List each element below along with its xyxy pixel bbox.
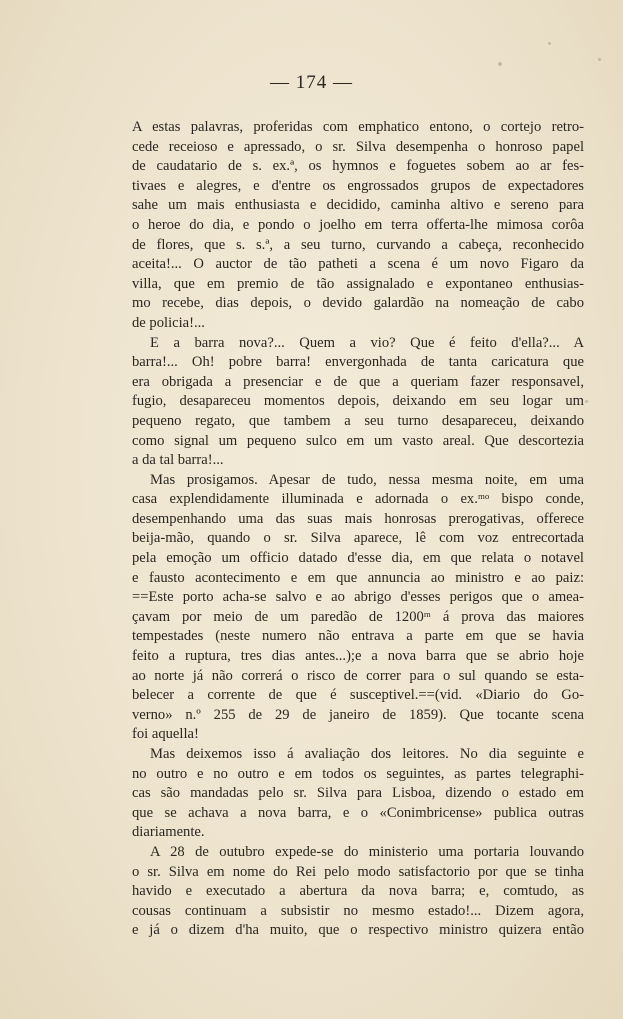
text-line: ao norte já não correrá o risco de correr para o sul quando se esta- xyxy=(132,667,584,684)
text-line: pela emoção um officio datado d'esse dia, em que relata o notavel xyxy=(132,550,584,567)
text-line: fugio, desapareceu momentos depois, deixando em seu logar um xyxy=(132,393,584,410)
text-line: belecer a corrente de que é susceptivel.==(vid. «Diario do Go- xyxy=(132,687,584,704)
text-line: tivaes e alegres, e d'entre os engrossados grupos de expectadores xyxy=(132,177,584,194)
text-line: cas são mandadas pelo sr. Silva para Lisboa, dizendo o estado em xyxy=(132,785,584,802)
text-line: desempenhando uma das suas mais honrosas prerogativas, offerece xyxy=(132,510,584,527)
text-line: aceita!... O auctor de tão patheti a scena é um novo Figaro da xyxy=(132,256,584,273)
text-line: Mas deixemos isso á avaliação dos leitores. No dia seguinte e xyxy=(150,746,584,762)
text-line: havido e executado a abertura da nova barra; e, comtudo, as xyxy=(132,883,584,900)
text-line: çavam por meio de um paredão de 1200ᵐ á prova das maiores xyxy=(132,608,584,625)
page-number: — 174 — xyxy=(270,72,353,93)
paper-spot xyxy=(585,400,588,403)
text-line: de flores, que s. s.ª, a seu turno, curvando a cabeça, reconhecido xyxy=(132,236,584,253)
text-line: cousas continuam a subsistir no mesmo estado!... Dizem agora, xyxy=(132,902,584,919)
text-line: feito a ruptura, tres dias antes...);e a nova barra que se abrio hoje xyxy=(132,648,584,665)
text-line: tempestades (neste numero não entrava a parte em que se havia xyxy=(132,628,584,645)
text-line: diariamente. xyxy=(132,824,205,841)
text-line: pequeno regato, que tambem a seu turno desapareceu, deixando xyxy=(132,412,584,429)
text-line: como signal um pequeno sulco em um vasto areal. Que descortezia xyxy=(132,432,584,449)
text-line: ==Este porto acha-se salvo e ao abrigo d'esses perigos que o amea- xyxy=(132,589,584,606)
text-line: A 28 de outubro expede-se do ministerio uma portaria louvando xyxy=(150,843,584,860)
text-line: cede receioso e apressado, o sr. Silva desempenha o honroso papel xyxy=(132,138,584,155)
body-text xyxy=(132,118,584,941)
text-line: villa, que em premio de tão assignalado e expontaneo enthusias- xyxy=(132,275,584,292)
paper-spot xyxy=(548,42,551,45)
text-line: e fausto acontecimento e em que annuncia ao ministro e ao paiz: xyxy=(132,569,584,586)
text-line: foi aquella! xyxy=(132,726,199,743)
text-line: era obrigada a presenciar e de que a queriam fazer responsavel, xyxy=(132,373,584,390)
text-line: barra!... Oh! pobre barra! envergonhada de tanta caricatura que xyxy=(132,354,584,371)
paper-spot xyxy=(598,58,601,61)
text-line: verno» n.º 255 de 29 de janeiro de 1859). Que tocante scena xyxy=(132,706,584,723)
text-line: casa explendidamente illuminada e adornada o ex.ᵐᵒ bispo conde, xyxy=(132,491,584,508)
text-line: de caudatario de s. ex.ª, os hymnos e foguetes sobem ao ar fes- xyxy=(132,158,584,175)
text-line: o heroe do dia, e pondo o joelho em terra offerta-lhe mimosa corôa xyxy=(132,216,584,233)
paper-spot xyxy=(498,62,502,66)
text-line: o sr. Silva em nome do Rei pelo modo satisfactorio por que se tinha xyxy=(132,863,584,880)
text-line: A estas palavras, proferidas com emphatico entono, o cortejo retro- xyxy=(132,119,584,135)
text-line: no outro e no outro e em todos os seguintes, as partes telegraphi- xyxy=(132,765,584,782)
text-line: de policia!... xyxy=(132,314,205,331)
text-line: a da tal barra!... xyxy=(132,452,224,469)
text-line: e já o dizem d'ha muito, que o respectivo ministro quizera então xyxy=(132,922,584,939)
text-line: que se achava a nova barra, e o «Conimbricense» publica outras xyxy=(132,804,584,821)
text-line: E a barra nova?... Quem a vio? Que é feito d'ella?... A xyxy=(150,334,584,351)
text-line: mo recebe, dias depois, o devido galardão na nomeação de cabo xyxy=(132,295,584,312)
text-line: sahe um mais enthusiasta e decidido, caminha altivo e sereno para xyxy=(132,197,584,214)
text-line: beija-mão, quando o sr. Silva aparece, lê com voz entrecortada xyxy=(132,530,584,547)
text-line: Mas prosigamos. Apesar de tudo, nessa mesma noite, em uma xyxy=(150,471,584,488)
